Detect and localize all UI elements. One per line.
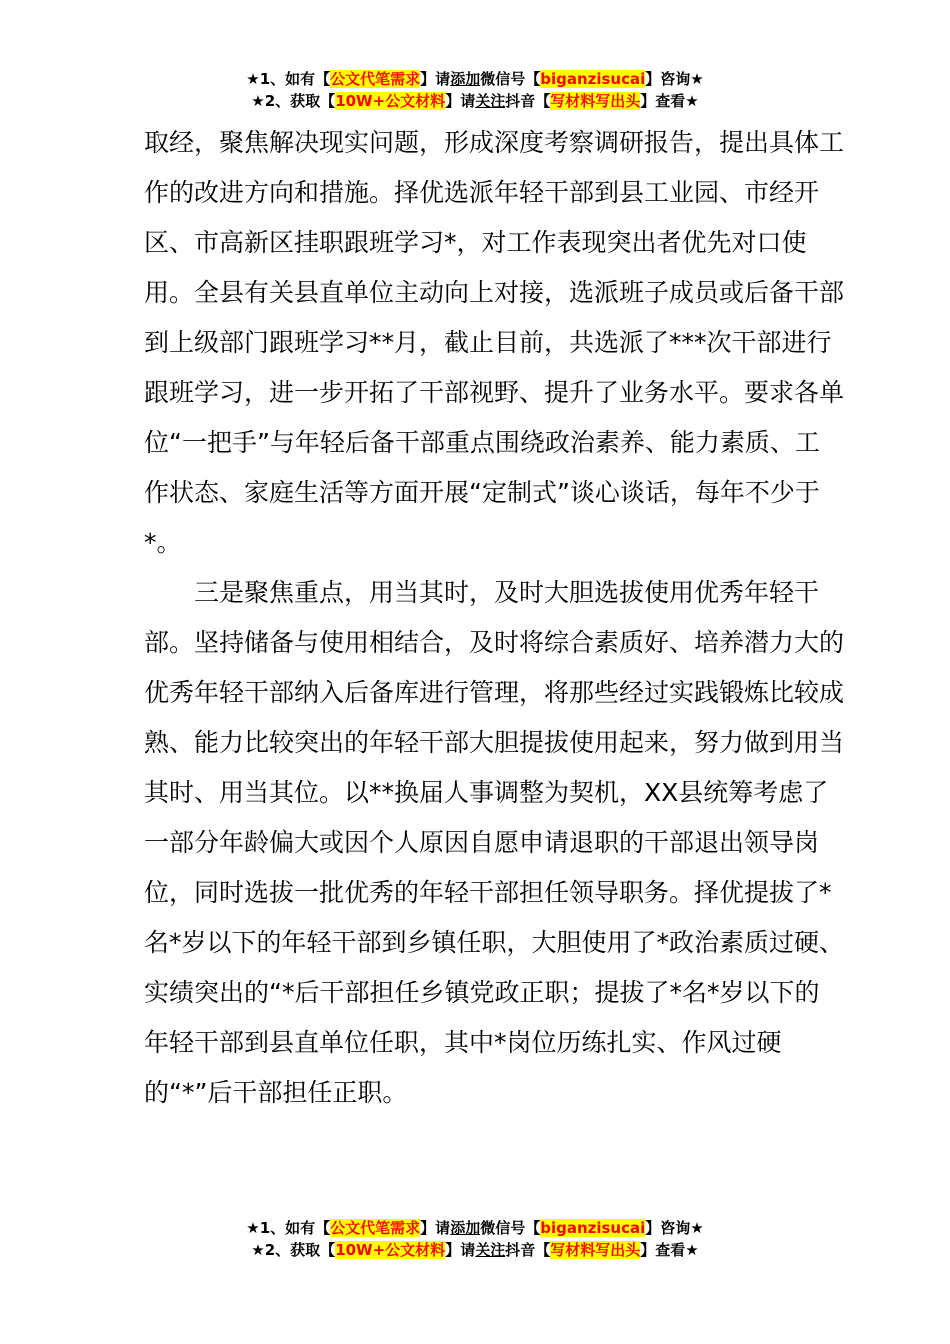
banner-text: 微信号【: [480, 70, 541, 88]
banner-underlined: 添加: [450, 1219, 481, 1237]
banner-underlined: 关注: [475, 92, 506, 110]
banner-text: ★2、获取【: [251, 1241, 336, 1259]
banner-text: ★1、如有【: [246, 1219, 331, 1237]
banner-text: 】请: [420, 1219, 451, 1237]
paragraph: 三是聚焦重点，用当其时，及时大胆选拔使用优秀年轻干部。坚持储备与使用相结合，及时将综合素质好、培养潜力大的优秀年轻干部纳入后备库进行管理，将那些经过实践锻炼比较成熟、能力比较突出的年轻干部大胆提拔使用起来，努力做到用当其时、用当其位。以**换届人事调整为契机，XX县统筹考虑了一部分年龄偏大或因个人原因自愿申请退职的干部退出领导岗位，同时选拔一批优秀的年轻干部担任领导职务。择优提拔了*名*岁以下的年轻干部到乡镇任职，大胆使用了*政治素质过硬、实绩突出的“*后干部担任乡镇党政正职；提拔了*名*岁以下的年轻干部到县直单位任职，其中*岗位历练扎实、作风过硬的“*”后干部担任正职。: [144, 578, 845, 1107]
banner-text: 】咨询★: [645, 1219, 704, 1237]
banner-text: 】请: [445, 92, 476, 110]
banner-highlight: biganzisucai: [540, 1219, 646, 1237]
banner-highlight: 写材料写出头: [550, 1241, 641, 1259]
banner-highlight: 10W+公文材料: [335, 92, 446, 110]
banner-line-1: [0, 1217, 950, 1239]
footer-banner: [0, 1217, 950, 1261]
banner-highlight: biganzisucai: [540, 70, 646, 88]
banner-text: ★1、如有【: [246, 70, 331, 88]
banner-text: 】咨询★: [645, 70, 704, 88]
banner-text: 】请: [420, 70, 451, 88]
banner-text: 抖音【: [505, 1241, 551, 1259]
banner-underlined: 添加: [450, 70, 481, 88]
banner-text: ★2、获取【: [251, 92, 336, 110]
banner-text: 抖音【: [505, 92, 551, 110]
banner-line-1: [0, 68, 950, 90]
banner-underlined: 关注: [475, 1241, 506, 1259]
banner-text: 】请: [445, 1241, 476, 1259]
banner-highlight: 10W+公文材料: [335, 1241, 446, 1259]
banner-line-2: [0, 1239, 950, 1261]
paragraph: 取经，聚焦解决现实问题，形成深度考察调研报告，提出具体工作的改进方向和措施。择优选派年轻干部到县工业园、市经开区、市高新区挂职跟班学习*，对工作表现突出者优先对口使用。全县有关县直单位主动向上对接，选派班子成员或后备干部到上级部门跟班学习**月，截止目前，共选派了***次干部进行跟班学习，进一步开拓了干部视野、提升了业务水平。要求各单位“一把手”与年轻后备干部重点围绕政治素养、能力素质、工作状态、家庭生活等方面开展“定制式”谈心谈话，每年不少于*。: [144, 128, 845, 557]
header-banner: [0, 68, 950, 112]
banner-text: 】查看★: [640, 92, 699, 110]
banner-line-2: [0, 90, 950, 112]
banner-highlight: 写材料写出头: [550, 92, 641, 110]
banner-highlight: 公文代笔需求: [330, 1219, 421, 1237]
banner-text: 微信号【: [480, 1219, 541, 1237]
document-body: [144, 118, 844, 1118]
banner-text: 】查看★: [640, 1241, 699, 1259]
banner-highlight: 公文代笔需求: [330, 70, 421, 88]
